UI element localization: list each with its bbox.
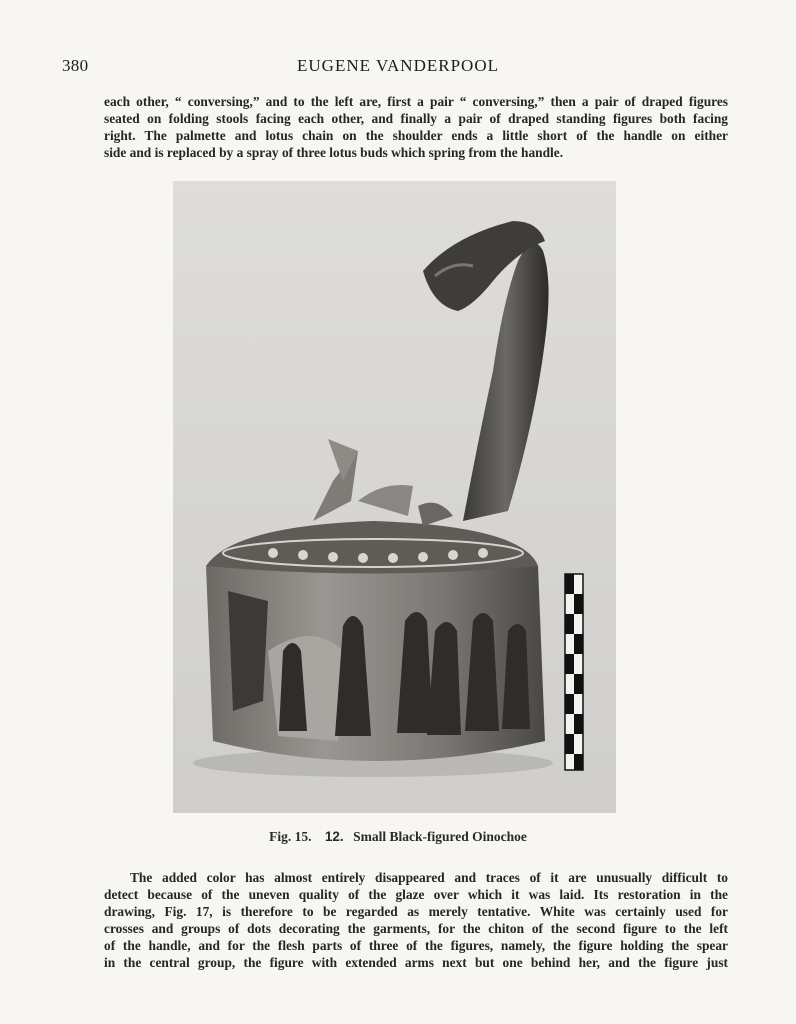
caption-number: 12. (324, 829, 344, 844)
caption-text: Small Black-figured Oinochoe (353, 829, 527, 844)
text-line: side and is replaced by a spray of three lotus buds which spring from the handle. (104, 145, 564, 160)
text-line: of the handle, and for the flesh parts of three of the figures, namely, the figure holding the spear (104, 938, 728, 953)
text-line: drawing, Fig. 17, is therefore to be regarded as merely tentative. White was certainly used for (104, 904, 728, 919)
text-line: right. The palmette and lotus chain on the shoulder ends a little short of the handle on either (104, 128, 728, 143)
page-number: 380 (62, 56, 89, 75)
text-line: in the central group, the figure with extended arms next but one behind her, and the figure just (104, 955, 728, 970)
text-line: crosses and groups of dots decorating the garments, for the chiton of the second figure to the left (104, 921, 728, 936)
text-line: detect because of the uneven quality of the glaze over which it was laid. Its restoration in the (104, 887, 728, 902)
text-line: each other, “ conversing,” and to the left are, first a pair “ conversing,” then a pair of draped figures (104, 94, 728, 109)
paragraph-bottom (104, 869, 728, 971)
running-head: EUGENE VANDERPOOL (297, 56, 499, 75)
oinochoe-photograph (173, 181, 616, 813)
text-line: seated on folding stools facing each other, and finally a pair of draped standing figures both facing (104, 111, 728, 126)
text-line: The added color has almost entirely disappeared and traces of it are unusually difficult to (130, 870, 728, 885)
figure-caption (0, 829, 796, 845)
caption-label: Fig. 15. (269, 829, 312, 844)
paragraph-top (104, 93, 728, 161)
